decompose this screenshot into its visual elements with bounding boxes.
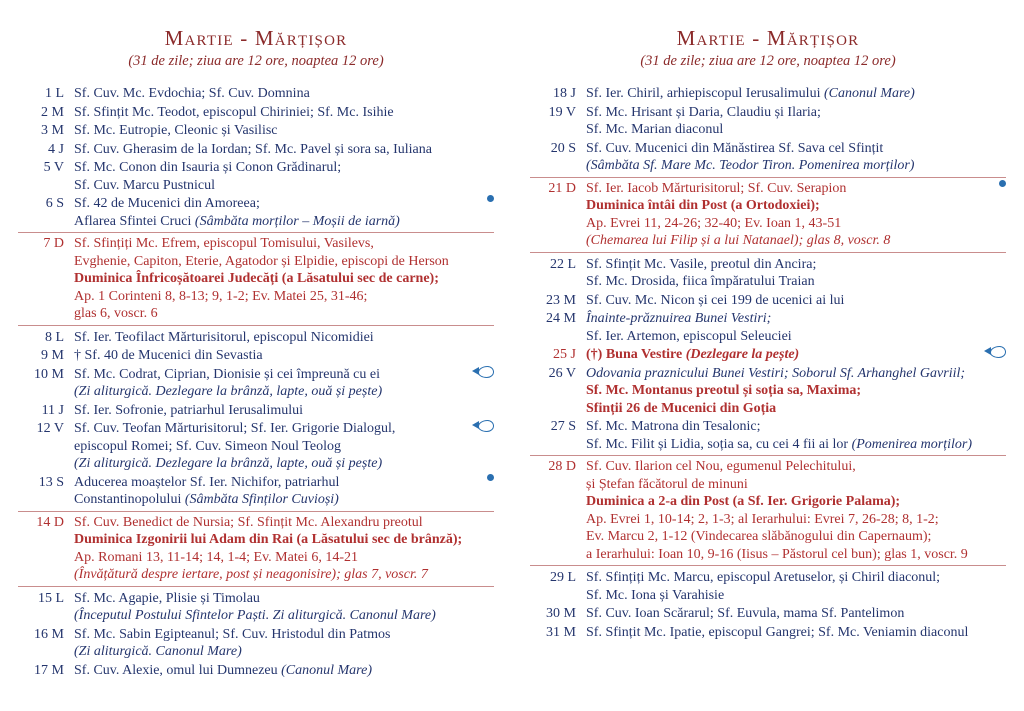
calendar-day-entry — [18, 121, 494, 140]
entry-text — [586, 418, 1006, 453]
day-label: 17 M — [34, 662, 64, 678]
day-label: 8 L — [44, 329, 64, 345]
calendar-day-entry — [530, 623, 1006, 642]
calendar-column-right — [520, 0, 1016, 711]
entry-line: Odovania praznicului Bunei Vestiri; Soborul Sf. Arhanghel Gavriil; — [586, 365, 966, 381]
column-subtitle: (31 de zile; ziua are 12 ore, noaptea 12 ore) — [640, 53, 896, 69]
entry-line: Sf. Cuv. Teofan Mărturisitorul; Sf. Ier. Grigorie Dialogul, — [74, 421, 396, 436]
entry-text — [74, 159, 494, 194]
calendar-day-entry — [18, 419, 494, 473]
column-subtitle: (31 de zile; ziua are 12 ore, noaptea 12 ore) — [128, 53, 384, 69]
day-label: 24 M — [546, 311, 576, 326]
entry-text — [586, 180, 1006, 250]
entry-text — [586, 140, 1006, 175]
day-label: 9 M — [41, 348, 64, 363]
entry-text — [586, 310, 1006, 345]
calendar-day-entry — [530, 604, 1006, 623]
entry-line: Sf. Cuv. Ioan Scărarul; Sf. Euvula, mama Sf. Pantelimon — [586, 606, 905, 621]
calendar-day-entry — [18, 328, 494, 347]
day-label: 25 J — [553, 347, 576, 362]
column-title: Martie - Mărțișor — [676, 26, 860, 50]
calendar-day-entry — [530, 345, 1006, 364]
entry-line: Ap. Evrei 11, 24-26; 32-40; Ev. Ioan 1, 43-51 — [586, 215, 842, 231]
entry-line: Sf. Ier. Iacob Mărturisitorul; Sf. Cuv. Serapion — [586, 180, 847, 196]
calendar-column-left — [8, 0, 504, 711]
calendar-day-entry — [18, 140, 494, 159]
day-label: 19 V — [548, 104, 576, 120]
entry-text — [586, 569, 1006, 604]
entry-line: Sf. Mc. Montanus preotul și soția sa, Maxima; — [586, 383, 862, 398]
calendar-day-entry — [18, 511, 494, 587]
entry-line: Constantinopolului (Sâmbăta Sfinților Cuvioși) — [74, 492, 339, 507]
column-title: Martie - Mărțișor — [164, 26, 348, 50]
entry-line: Sf. Ier. Chiril, arhiepiscopul Ierusalimului (Canonul Mare) — [586, 86, 915, 101]
entry-line: Ap. Romani 13, 11-14; 14, 1-4; Ev. Matei 6, 14-21 — [74, 549, 358, 565]
calendar-day-entry — [530, 84, 1006, 103]
day-label: 15 L — [37, 590, 64, 606]
entry-text — [586, 458, 1006, 563]
entry-text — [74, 104, 494, 122]
entry-line: Sfinții 26 de Mucenici din Goția — [586, 400, 777, 416]
entry-line: Duminica Izgonirii lui Adam din Rai (a Lăsatului sec de brânză); — [74, 532, 463, 547]
fish-icon — [472, 420, 494, 431]
calendar-day-entry — [18, 589, 494, 625]
day-label: 30 M — [546, 606, 576, 621]
entry-line: Sf. Cuv. Gherasim de la Iordan; Sf. Mc. Pavel și sora sa, Iuliana — [74, 141, 432, 157]
entry-line: Sf. Ier. Artemon, episcopul Seleuciei — [586, 328, 792, 344]
entry-line: Sf. Sfințiți Mc. Marcu, episcopul Aretuselor, și Chiril diaconul; — [586, 570, 941, 585]
calendar-day-entry — [18, 158, 494, 194]
entry-line: Ap. 1 Corinteni 8, 8-13; 9, 1-2; Ev. Matei 25, 31-46; — [74, 288, 368, 304]
entry-text — [74, 141, 494, 159]
entry-text — [586, 346, 1006, 364]
entry-line: (Zi aliturgică. Dezlegare la brânză, lapte, ouă și pește) — [74, 456, 383, 471]
entry-line: Sf. Cuv. Alexie, omul lui Dumnezeu (Canonul Mare) — [74, 662, 372, 678]
entry-line: Aducerea moaștelor Sf. Ier. Nichifor, patriarhul — [74, 474, 340, 490]
calendar-day-entry — [18, 661, 494, 680]
day-label: 16 M — [34, 626, 64, 642]
entry-line: Sf. Mc. Conon din Isauria și Conon Grădinarul; — [74, 160, 342, 175]
entry-line: Sf. Cuv. Mc. Nicon și cei 199 de ucenici ai lui — [586, 292, 845, 308]
day-label: 31 M — [546, 624, 576, 640]
entry-line: Sf. Mc. Eutropie, Cleonic și Vasilisc — [74, 123, 278, 138]
entry-line: Evghenie, Capiton, Eterie, Agatodor și Elpidie, episcopi de Herson — [74, 253, 449, 269]
fish-icon — [984, 346, 1006, 357]
day-label: 18 J — [553, 86, 576, 101]
entry-line: Sf. Mc. Codrat, Ciprian, Dionisie și cei împreună cu ei — [74, 366, 380, 382]
day-label: 7 D — [43, 236, 64, 251]
calendar-day-entry — [530, 177, 1006, 253]
entry-text — [586, 104, 1006, 139]
calendar-day-entry — [530, 255, 1006, 291]
calendar-day-entry — [18, 473, 494, 509]
entry-line: episcopul Romei; Sf. Cuv. Simeon Noul Teolog — [74, 438, 341, 454]
calendar-day-entry — [18, 232, 494, 326]
calendar-day-entry — [530, 103, 1006, 139]
entry-line: Sf. Cuv. Mucenici din Mănăstirea Sf. Sava cel Sfințit — [586, 140, 884, 156]
calendar-day-entry — [18, 194, 494, 230]
entry-line: Duminica întâi din Post (a Ortodoxiei); — [586, 198, 820, 213]
entry-line: Sf. Ier. Sofronie, patriarhul Ierusalimului — [74, 402, 303, 418]
entry-line: (Începutul Postului Sfintelor Paști. Zi aliturgică. Canonul Mare) — [74, 608, 436, 623]
calendar-day-entry — [530, 291, 1006, 310]
calendar-day-entry — [530, 568, 1006, 604]
entry-text — [74, 590, 494, 625]
day-label: 28 D — [548, 459, 576, 474]
entry-line: (†) Buna Vestire (Dezlegare la pește) — [586, 347, 800, 362]
day-label: 29 L — [549, 570, 576, 585]
entry-line: Sf. Sfințiți Mc. Efrem, episcopul Tomisului, Vasilevs, — [74, 236, 374, 251]
entry-line: Sf. Mc. Drosida, fiica împăratului Traian — [586, 274, 815, 289]
day-label: 3 M — [41, 123, 64, 138]
day-label: 5 V — [43, 160, 64, 175]
entry-line: Ap. Evrei 1, 10-14; 2, 1-3; al Ierarhului: Evrei 7, 26-28; 8, 1-2; — [586, 511, 939, 527]
day-label: 10 M — [34, 366, 64, 382]
entry-list-right — [530, 84, 1006, 641]
dot-icon — [487, 195, 494, 202]
entry-line: Duminica Înfricoșătoarei Judecăți (a Lăsatului sec de carne); — [74, 271, 439, 286]
entry-text — [74, 366, 494, 401]
entry-line: și Ștefan făcătorul de minuni — [586, 476, 748, 492]
entry-line: Sf. Ier. Teofilact Mărturisitorul, episcopul Nicomidiei — [74, 329, 374, 345]
entry-text — [74, 329, 494, 347]
day-label: 14 D — [36, 514, 64, 530]
entry-line: Sf. Sfințit Mc. Teodot, episcopul Chiriniei; Sf. Mc. Isihie — [74, 104, 394, 120]
day-label: 20 S — [550, 140, 576, 156]
entry-text — [586, 365, 1006, 418]
entry-line: Sf. Mc. Agapie, Plisie și Timolau — [74, 590, 260, 606]
entry-text — [74, 662, 494, 680]
day-label: 26 V — [548, 365, 576, 381]
entry-text — [586, 256, 1006, 291]
calendar-day-entry — [18, 401, 494, 420]
entry-text — [74, 347, 494, 365]
calendar-day-entry — [18, 103, 494, 122]
day-label: 22 L — [549, 256, 576, 272]
calendar-day-entry — [530, 417, 1006, 453]
calendar-day-entry — [18, 84, 494, 103]
entry-line: Sf. Mc. Iona și Varahisie — [586, 587, 725, 603]
entry-line: Sf. Mc. Marian diaconul — [586, 122, 724, 137]
entry-line: Sf. Mc. Hrisant și Daria, Claudiu și Ilaria; — [586, 104, 821, 120]
entry-line: (Zi aliturgică. Dezlegare la brânză, lapte, ouă și pește) — [74, 384, 383, 399]
entry-line: Sf. 42 de Mucenici din Amoreea; — [74, 196, 260, 211]
entry-text — [586, 605, 1006, 623]
entry-text — [586, 85, 1006, 103]
entry-line: Duminica a 2-a din Post (a Sf. Ier. Grigorie Palama); — [586, 494, 901, 509]
entry-line: Sf. Cuv. Benedict de Nursia; Sf. Sfințit Mc. Alexandru preotul — [74, 514, 423, 530]
entry-text — [74, 626, 494, 661]
day-label: 23 M — [546, 292, 576, 308]
entry-text — [74, 474, 494, 509]
calendar-day-entry — [530, 139, 1006, 175]
entry-text — [74, 85, 494, 103]
entry-line: Sf. Mc. Filit și Lidia, soția sa, cu cei 4 fii ai lor (Pomenirea morților) — [586, 436, 972, 452]
day-label: 11 J — [41, 402, 64, 418]
day-label: 27 S — [550, 419, 576, 434]
calendar-day-entry — [18, 625, 494, 661]
entry-line: Sf. Cuv. Marcu Pustnicul — [74, 177, 216, 193]
day-label: 13 S — [38, 474, 64, 490]
entry-line: Aflarea Sfintei Cruci (Sâmbăta morților – Moșii de iarnă) — [74, 213, 400, 229]
dot-icon — [487, 474, 494, 481]
calendar-day-entry — [530, 364, 1006, 418]
entry-line: (Zi aliturgică. Canonul Mare) — [74, 644, 242, 659]
dot-icon — [999, 180, 1006, 187]
day-label: 21 D — [548, 180, 576, 196]
entry-line: Sf. Mc. Matrona din Tesalonic; — [586, 419, 761, 434]
entry-line: Sf. Sfințit Mc. Ipatie, episcopul Gangrei; Sf. Mc. Veniamin diaconul — [586, 624, 969, 640]
entry-text — [74, 402, 494, 420]
entry-line: Sf. Sfințit Mc. Vasile, preotul din Ancira; — [586, 256, 817, 272]
entry-line: glas 6, voscr. 6 — [74, 306, 158, 321]
entry-text — [586, 624, 1006, 642]
entry-line: a Ierarhului: Ioan 10, 9-16 (Iisus – Păstorul cel bun); glas 1, voscr. 9 — [586, 546, 968, 562]
calendar-day-entry — [18, 365, 494, 401]
entry-list-left — [18, 84, 494, 679]
entry-text — [74, 420, 494, 473]
calendar-day-entry — [530, 455, 1006, 566]
entry-line: (Învățătură despre iertare, post și neagonisire); glas 7, voscr. 7 — [74, 567, 428, 582]
entry-text — [74, 195, 494, 230]
entry-line: Sf. Mc. Sabin Egipteanul; Sf. Cuv. Hristodul din Patmos — [74, 626, 391, 642]
entry-line: Sf. Cuv. Ilarion cel Nou, egumenul Pelechitului, — [586, 459, 856, 474]
day-label: 1 L — [44, 86, 64, 101]
calendar-day-entry — [530, 309, 1006, 345]
day-label: 6 S — [45, 196, 64, 211]
entry-text — [586, 292, 1006, 310]
entry-line: Înainte-prăznuirea Bunei Vestiri; — [586, 311, 772, 326]
entry-text — [74, 235, 494, 323]
entry-line: (Sâmbăta Sf. Mare Mc. Teodor Tiron. Pomenirea morților) — [586, 158, 915, 173]
day-label: 12 V — [36, 421, 64, 436]
entry-line: Sf. Cuv. Mc. Evdochia; Sf. Cuv. Domnina — [74, 86, 310, 101]
entry-text — [74, 122, 494, 140]
entry-text — [74, 514, 494, 584]
day-label: 4 J — [48, 141, 64, 157]
calendar-day-entry — [18, 346, 494, 365]
entry-line: Ev. Marcu 2, 1-12 (Vindecarea slăbănogului din Capernaum); — [586, 529, 932, 544]
fish-icon — [472, 366, 494, 377]
entry-line: (Chemarea lui Filip și a lui Natanael); glas 8, voscr. 8 — [586, 233, 891, 248]
day-label: 2 M — [41, 104, 64, 120]
entry-line: † Sf. 40 de Mucenici din Sevastia — [74, 348, 263, 363]
